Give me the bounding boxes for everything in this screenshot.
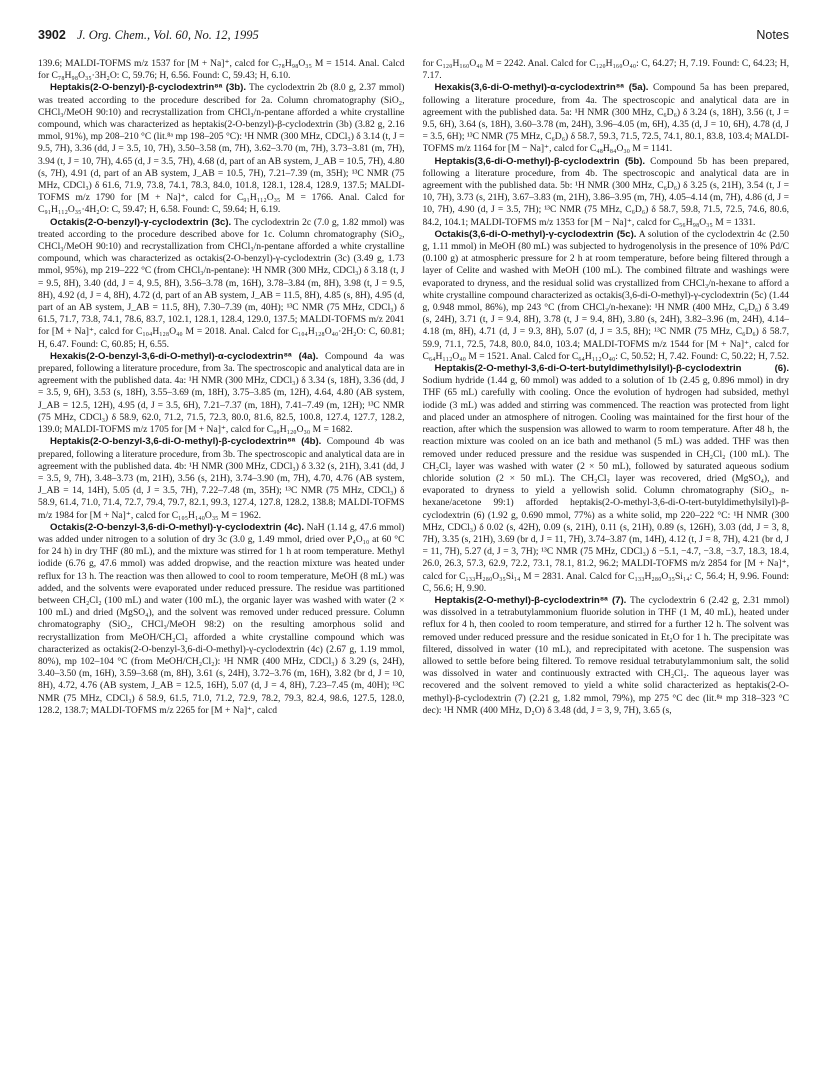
paragraph xyxy=(38,58,405,82)
paragraph xyxy=(38,436,405,521)
paragraph-text: The cyclodextrin 6 (2.42 g, 2.31 mmol) was dissolved in a tetrabutylammonium fluoride solution in THF (1 M, 40 mL), heated under reflux for 4 h, then cooled to room temperature, and stirred for a further 12 h. The solvent was removed under reduced pressure and the residue sonicated in Et₂O for 1 h. The precipitate was filtered, dissolved in water (10 mL), and reprecipitated with acetone. The suspension was allowed to settle before being filtered. To remove residual tetrabutylammonium salt, the solid was dissolved in water and continuously extracted with CH₂Cl₂. The aqueous layer was recovered and the solvent removed to yield a white solid characterized as heptakis(2-O-methyl)-β-cyclodextrin (7) (2.21 g, 1.82 mmol, 79%), mp 275 °C dec (lit.⁸ᵃ mp 318–323 °C dec): ¹H NMR (400 MHz, D₂O) δ 3.48 (dd, J = 3, 9, 7H), 3.65 (s, xyxy=(422,594,789,716)
paragraph-text: Compound 4b was prepared, following a literature procedure, from 3b. The spectroscopic and analytical data are in agreement with the published data. 4b: ¹H NMR (300 MHz, CDCl₃) δ 3.32 (s, 21H), 3.41 (dd, J = 3.5, 9, 7H), 3.48–3.73 (m, 21H), 3.56 (s, 21H), 3.74–3.90 (m, 7H), 4.70, 4.76 (AB system, J_AB = 14, 14H), 5.05 (d, J = 3.5, 7H), 7.22–7.48 (m, 35H); ¹³C NMR (75 MHz, CDCl₃) δ 58.9, 61.4, 71.0, 71.4, 72.7, 79.4, 79.7, 82.1, 99.3, 127.4, 127.8, 128.2, 138.8; MALDI-TOFMS m/z 1984 for [M + Na]⁺, calcd for C₁₀₅H₁₄₀O₃₅ M = 1962. xyxy=(38,436,405,521)
paragraph xyxy=(423,229,790,363)
compound-heading: Heptakis(3,6-di-O-methyl)-β-cyclodextrin (5b). xyxy=(434,155,646,167)
page-header xyxy=(38,28,789,48)
right-column xyxy=(423,58,790,1059)
compound-heading: Octakis(3,6-di-O-methyl)-γ-cyclodextrin (5c). xyxy=(434,228,637,240)
paragraph-text: A solution of the cyclodextrin 4c (2.50 g, 1.11 mmol) in MeOH (80 mL) was subjected to hydrogenolysis in the presence of 10% Pd/C (0.100 g) at atmospheric pressure for 2 h at room temperature, before being filtered through a layer of Celite and washed with MeOH (100 mL). The combined filtrate and washings were evaporated to dryness, and the residual solid was crystallized from CHCl₃/n-hexane to afford a white crystalline compound characterized as octakis(3,6-di-O-methyl)-γ-cyclodextrin (5c) (1.44 g, 0.948 mmol, 86%), mp 243 °C (from CHCl₃/n-hexane): ¹H NMR (400 MHz, C₆D₆) δ 3.49 (s, 24H), 3.71 (t, J = 9.4, 8H), 3.78 (t, J = 9.4, 8H), 3.80 (s, 24H), 3.82–3.96 (m, 24H), 4.14–4.18 (m, 8H), 4.71 (d, J = 9.3, 8H), 5.07 (d, J = 3.5, 8H); ¹³C NMR (75 MHz, C₆D₆) δ 58.7, 59.9, 71.1, 72.5, 74.8, 80.0, 84.0, 103.4; MALDI-TOFMS m/z 1544 for [M + Na]⁺, calcd for C₆₄H₁₁₂O₄₀ M = 1521. Anal. Calcd for C₆₄H₁₁₂O₄₀: C, 50.52; H, 7.42. Found: C, 50.22; H, 7.52. xyxy=(422,228,789,362)
compound-heading: Heptakis(2-O-methyl)-β-cyclodextrin⁸ᵃ (7). xyxy=(434,594,627,606)
paragraph xyxy=(423,156,790,229)
paragraph xyxy=(423,595,790,717)
compound-heading: Hexakis(3,6-di-O-methyl)-α-cyclodextrin⁸ᵃ (5a). xyxy=(434,82,649,94)
left-column xyxy=(38,58,405,1059)
compound-heading: Heptakis(2-O-methyl-3,6-di-O-tert-butyldimethylsilyl)-β-cyclodextrin (6). xyxy=(434,363,789,375)
compound-heading: Octakis(2-O-benzyl-3,6-di-O-methyl)-γ-cyclodextrin (4c). xyxy=(50,521,305,533)
paragraph-text: Sodium hydride (1.44 g, 60 mmol) was added to a solution of 1b (2.45 g, 0.896 mmol) in dry THF (65 mL) carefully with cooling. Once the evolution of hydrogen had subsided, methyl iodide (3 mL) was added and stirring was commenced. The reaction was protected from light and placed under an atmosphere of nitrogen. Cooling was maintained for the first hour of the reaction, after which the suspension was allowed to warm to room temperature. After 48 h, the reaction mixture was cooled on an ice bath and methanol (5 mL) was added. THF was then removed under reduced pressure and the residue was suspended in CH₂Cl₂ (100 mL). The CH₂Cl₂ layer was washed with water (2 × 50 mL), followed by saturated aqueous sodium chloride solution (2 × 50 mL). The CH₂Cl₂ layer was recovered, dried (MgSO₄), and evaporated to dryness to yield a yellowish solid. Column chromatography (SiO₂, n-hexane/acetone 99:1) afforded heptakis(2-O-methyl-3,6-di-O-tert-butyldimethylsilyl)-β-cyclodextrin (6) (1.92 g, 0.690 mmol, 77%) as a white solid, mp 220–222 °C: ¹H NMR (300 MHz, CDCl₃) δ 0.02 (s, 42H), 0.09 (s, 21H), 0.11 (s, 21H), 0.89 (s, 126H), 3.03 (dd, J = 3, 8, 7H), 3.35 (s, 21H), 3.69 (br d, J = 11, 7H), 3.74–3.87 (m, 14H), 4.12 (t, J = 8, 7H), 4.21 (br d, J = 11, 7H), 5.27 (d, J = 3, 7H); ¹³C NMR (75 MHz, CDCl₃) δ −5.1, −4.7, −3.8, −3.7, 18.3, 18.4, 26.0, 26.3, 57.3, 62.9, 72.2, 73.1, 78.1, 81.2, 96.2; MALDI-TOFMS m/z 2854 for [M + Na]⁺, calcd for C₁₃₃H₂₈₀O₃₅Si₁₄ M = 2831. Anal. Calcd for C₁₃₃H₂₈₀O₃₅Si₁₄: C, 56.4; H, 9.96. Found: C, 56.6; H, 9.90. xyxy=(422,375,789,594)
paragraph xyxy=(423,363,790,595)
section-label: Notes xyxy=(756,28,789,42)
paragraph xyxy=(38,217,405,351)
body-columns xyxy=(38,58,789,1059)
paragraph-text: Compound 4a was prepared, following a literature procedure, from 3a. The spectroscopic and analytical data are in agreement with the published data. 4a: ¹H NMR (300 MHz, CDCl₃) δ 3.34 (s, 18H), 3.36 (dd, J = 3.5, 9, 6H), 3.53 (s, 18H), 3.55–3.69 (m, 18H), 3.75–3.85 (m, 12H), 4.64, 4.80 (AB system, J_AB = 12.5, 12H), 4.95 (d, J = 3.5, 6H), 7.21–7.37 (m, 18H), 7.41–7.49 (m, 12H); ¹³C NMR (75 MHz, CDCl₃) δ 58.9, 62.0, 71.2, 71.5, 72.3, 80.0, 81.6, 82.5, 100.8, 127.4, 127.7, 128.2, 139.0; MALDI-TOFMS m/z 1705 for [M + Na]⁺, calcd for C₉₀H₁₂₀O₃₀ M = 1682. xyxy=(38,350,405,436)
paragraph xyxy=(38,82,405,216)
journal-citation: J. Org. Chem., Vol. 60, No. 12, 1995 xyxy=(76,28,259,42)
compound-heading: Hexakis(2-O-benzyl-3,6-di-O-methyl)-α-cyclodextrin⁸ᵃ (4a). xyxy=(50,350,319,362)
paragraph xyxy=(423,58,790,82)
paragraph-text: Compound 5a has been prepared, following a literature procedure, from 4a. The spectroscopic and analytical data are in agreement with the published data. 5a: ¹H NMR (300 MHz, C₆D₆) δ 3.24 (s, 18H), 3.56 (t, J = 9.5, 6H), 3.64 (s, 18H), 3.60–3.78 (m, 24H), 3.96–4.05 (m, 6H), 4.35 (d, J = 10, 6H), 4.78 (d, J = 3.5, 6H); ¹³C NMR (75 MHz, C₆D₆) δ 58.7, 59.3, 71.5, 72.5, 74.1, 80.1, 83.8, 103.4; MALDI-TOFMS m/z 1164 for [M − Na]⁺, calcd for C₄₈H₈₄O₃₀ M = 1141. xyxy=(422,82,789,155)
paragraph xyxy=(423,82,790,155)
paragraph-text: The cyclodextrin 2c (7.0 g, 1.82 mmol) was treated according to the procedure described above for 1c. Column chromatography (SiO₂, CHCl₃/MeOH 90:10) and recrystallization from CHCl₃/n-pentane afforded a white crystalline compound, which was characterized as octakis(2-O-benzyl)-γ-cyclodextrin (3c) (3.49 g, 1.73 mmol, 95%), mp 219–222 °C (from CHCl₃/n-pentane): ¹H NMR (300 MHz, CDCl₃) δ 3.18 (t, J = 9.5, 8H), 3.40 (dd, J = 4, 9.5, 8H), 3.56–3.78 (m, 16H), 3.78–3.84 (m, 8H), 3.98 (t, J = 9.5, 8H), 4.92 (d, J = 4, 8H), 4.72 (d, part of an AB system, J_AB = 11.5, 8H), 4.85 (s, 8H), 4.95 (d, part of an AB system, J_AB = 11.5, 8H), 7.30–7.39 (m, 40H); ¹³C NMR (75 MHz, CDCl₃) δ 61.5, 71.7, 73.8, 74.1, 78.6, 83.7, 102.1, 128.1, 128.4, 129.0, 137.5; MALDI-TOFMS m/z 2041 for [M + Na]⁺, calcd for C₁₀₄H₁₂₈O₄₀ M = 2018. Anal. Calcd for C₁₀₄H₁₂₈O₄₀·2H₂O: C, 60.81; H, 6.47. Found: C, 60.85; H, 6.55. xyxy=(38,216,405,350)
page-number: 3902 xyxy=(38,28,66,42)
paragraph-text: 139.6; MALDI-TOFMS m/z 1537 for [M + Na]⁺, calcd for C₇₈H₉₈O₃₅ M = 1514. Anal. Calcd for C₇₈H₉₈O₃₅·3H₂O: C, 59.76; H, 6.56. Found: C, 59.43; H, 6.10. xyxy=(38,58,405,82)
paragraph-text: NaH (1.14 g, 47.6 mmol) was added under nitrogen to a solution of dry 3c (3.0 g, 1.49 mmol, dried over P₄O₁₀ at 60 °C for 24 h) in dry THF (80 mL), and the mixture was stirred for 1 h at room temperature. Methyl iodide (6.76 g, 47.6 mmol) was added dropwise, and the reaction mixture was heated under reflux for 13 h. The reaction was then allowed to cool to room temperature, MeOH (8 mL) was added, and the solvents were evaporated under reduced pressure. The residue was partitioned between CH₂Cl₂ (100 mL) and water (100 mL), the organic layer was washed with water (2 × 100 mL) and dried (MgSO₄), and the solvent was removed under reduced pressure. Column chromatography (SiO₂, CHCl₃/MeOH 98:2) on the resulting amorphous solid and recrystallization from MeOH/CH₂Cl₂ afforded a white crystalline compound which was characterized as octakis(2-O-benzyl-3,6-di-O-methyl)-γ-cyclodextrin (4c) (2.67 g, 1.19 mmol, 80%), mp 102–104 °C (from MeOH/CH₂Cl₂): ¹H NMR (400 MHz, CDCl₃) δ 3.29 (s, 24H), 3.40–3.50 (m, 16H), 3.59–3.68 (m, 8H), 3.61 (s, 24H), 3.72–3.76 (m, 16H), 3.82 (br d, J = 10, 8H), 4.72, 4.76 (AB system, J_AB = 12.5, 16H), 5.07 (d, J = 4, 8H), 7.23–7.45 (m, 40H); ¹³C NMR (75 MHz, CDCl₃) δ 58.9, 61.5, 71.0, 71.2, 72.9, 78.2, 79.3, 82.4, 98.6, 127.5, 128.0, 128.2, 138.7; MALDI-TOFMS m/z 2265 for [M + Na]⁺, calcd xyxy=(38,521,405,716)
paragraph xyxy=(38,522,405,717)
running-head xyxy=(38,28,259,43)
paragraph-text: for C₁₂₀H₁₆₀O₄₀ M = 2242. Anal. Calcd for C₁₂₀H₁₆₀O₄₀: C, 64.27; H, 7.19. Found: C, 64.23; H, 7.17. xyxy=(422,58,789,82)
paragraph xyxy=(38,351,405,436)
compound-heading: Heptakis(2-O-benzyl-3,6-di-O-methyl)-β-cyclodextrin⁸ᵃ (4b). xyxy=(50,436,322,448)
compound-heading: Octakis(2-O-benzyl)-γ-cyclodextrin (3c). xyxy=(50,216,232,228)
paragraph-text: The cyclodextrin 2b (8.0 g, 2.37 mmol) was treated according to the procedure described for 2a. Column chromatography (SiO₂, CHCl₃/MeOH 90:10) and recrystallization from CHCl₃/n-pentane afforded a white crystalline compound, which was characterized as heptakis(2-O-benzyl)-β-cyclodextrin (3b) (3.82 g, 2.16 mmol, 91%), mp 208–210 °C (lit.⁸ᵃ mp 198–205 °C): ¹H NMR (300 MHz, CDCl₃) δ 3.14 (t, J = 9.5, 7H), 3.36 (dd, J = 3.5, 10, 7H), 3.50–3.58 (m, 7H), 3.62–3.70 (m, 7H), 3.73–3.81 (m, 7H), 3.94 (t, J = 10, 7H), 4.65 (d, J = 3.5, 7H), 4.68 (d, part of an AB system, J_AB = 10.5, 7H), 4.80 (s, 7H), 4.91 (d, part of an AB system, J_AB = 10.5, 7H), 7.21–7.39 (m, 35H); ¹³C NMR (75 MHz, CDCl₃) δ 61.6, 71.9, 73.8, 74.1, 78.3, 84.0, 101.8, 128.1, 128.4, 128.9, 137.5; MALDI-TOFMS m/z 1790 for [M + Na]⁺, calcd for C₉₁H₁₁₂O₃₅ M = 1766. Anal. Calcd for C₉₁H₁₁₂O₃₅·4H₂O: C, 59.47; H, 6.58. Found: C, 59.64; H, 6.19. xyxy=(38,82,405,216)
paragraph-text: Compound 5b has been prepared, following a literature procedure, from 4b. The spectroscopic and analytical data are in agreement with the published data. 5b: ¹H NMR (300 MHz, C₆D₆) δ 3.25 (s, 21H), 3.54 (t, J = 10, 7H), 3.73 (s, 21H), 3.67–3.83 (m, 21H), 3.86–3.95 (m, 7H), 4.05–4.14 (m, 7H), 4.86 (d, J = 10, 7H), 4.90 (d, J = 3.5, 7H); ¹³C NMR (75 MHz, C₆D₆) δ 58.7, 59.8, 71.5, 72.5, 74.6, 80.6, 84.2, 104.1; MALDI-TOFMS m/z 1353 for [M − Na]⁺, calcd for C₅₆H₉₈O₃₅ M = 1331. xyxy=(422,155,789,228)
compound-heading: Heptakis(2-O-benzyl)-β-cyclodextrin⁸ᵃ (3b). xyxy=(50,82,247,94)
